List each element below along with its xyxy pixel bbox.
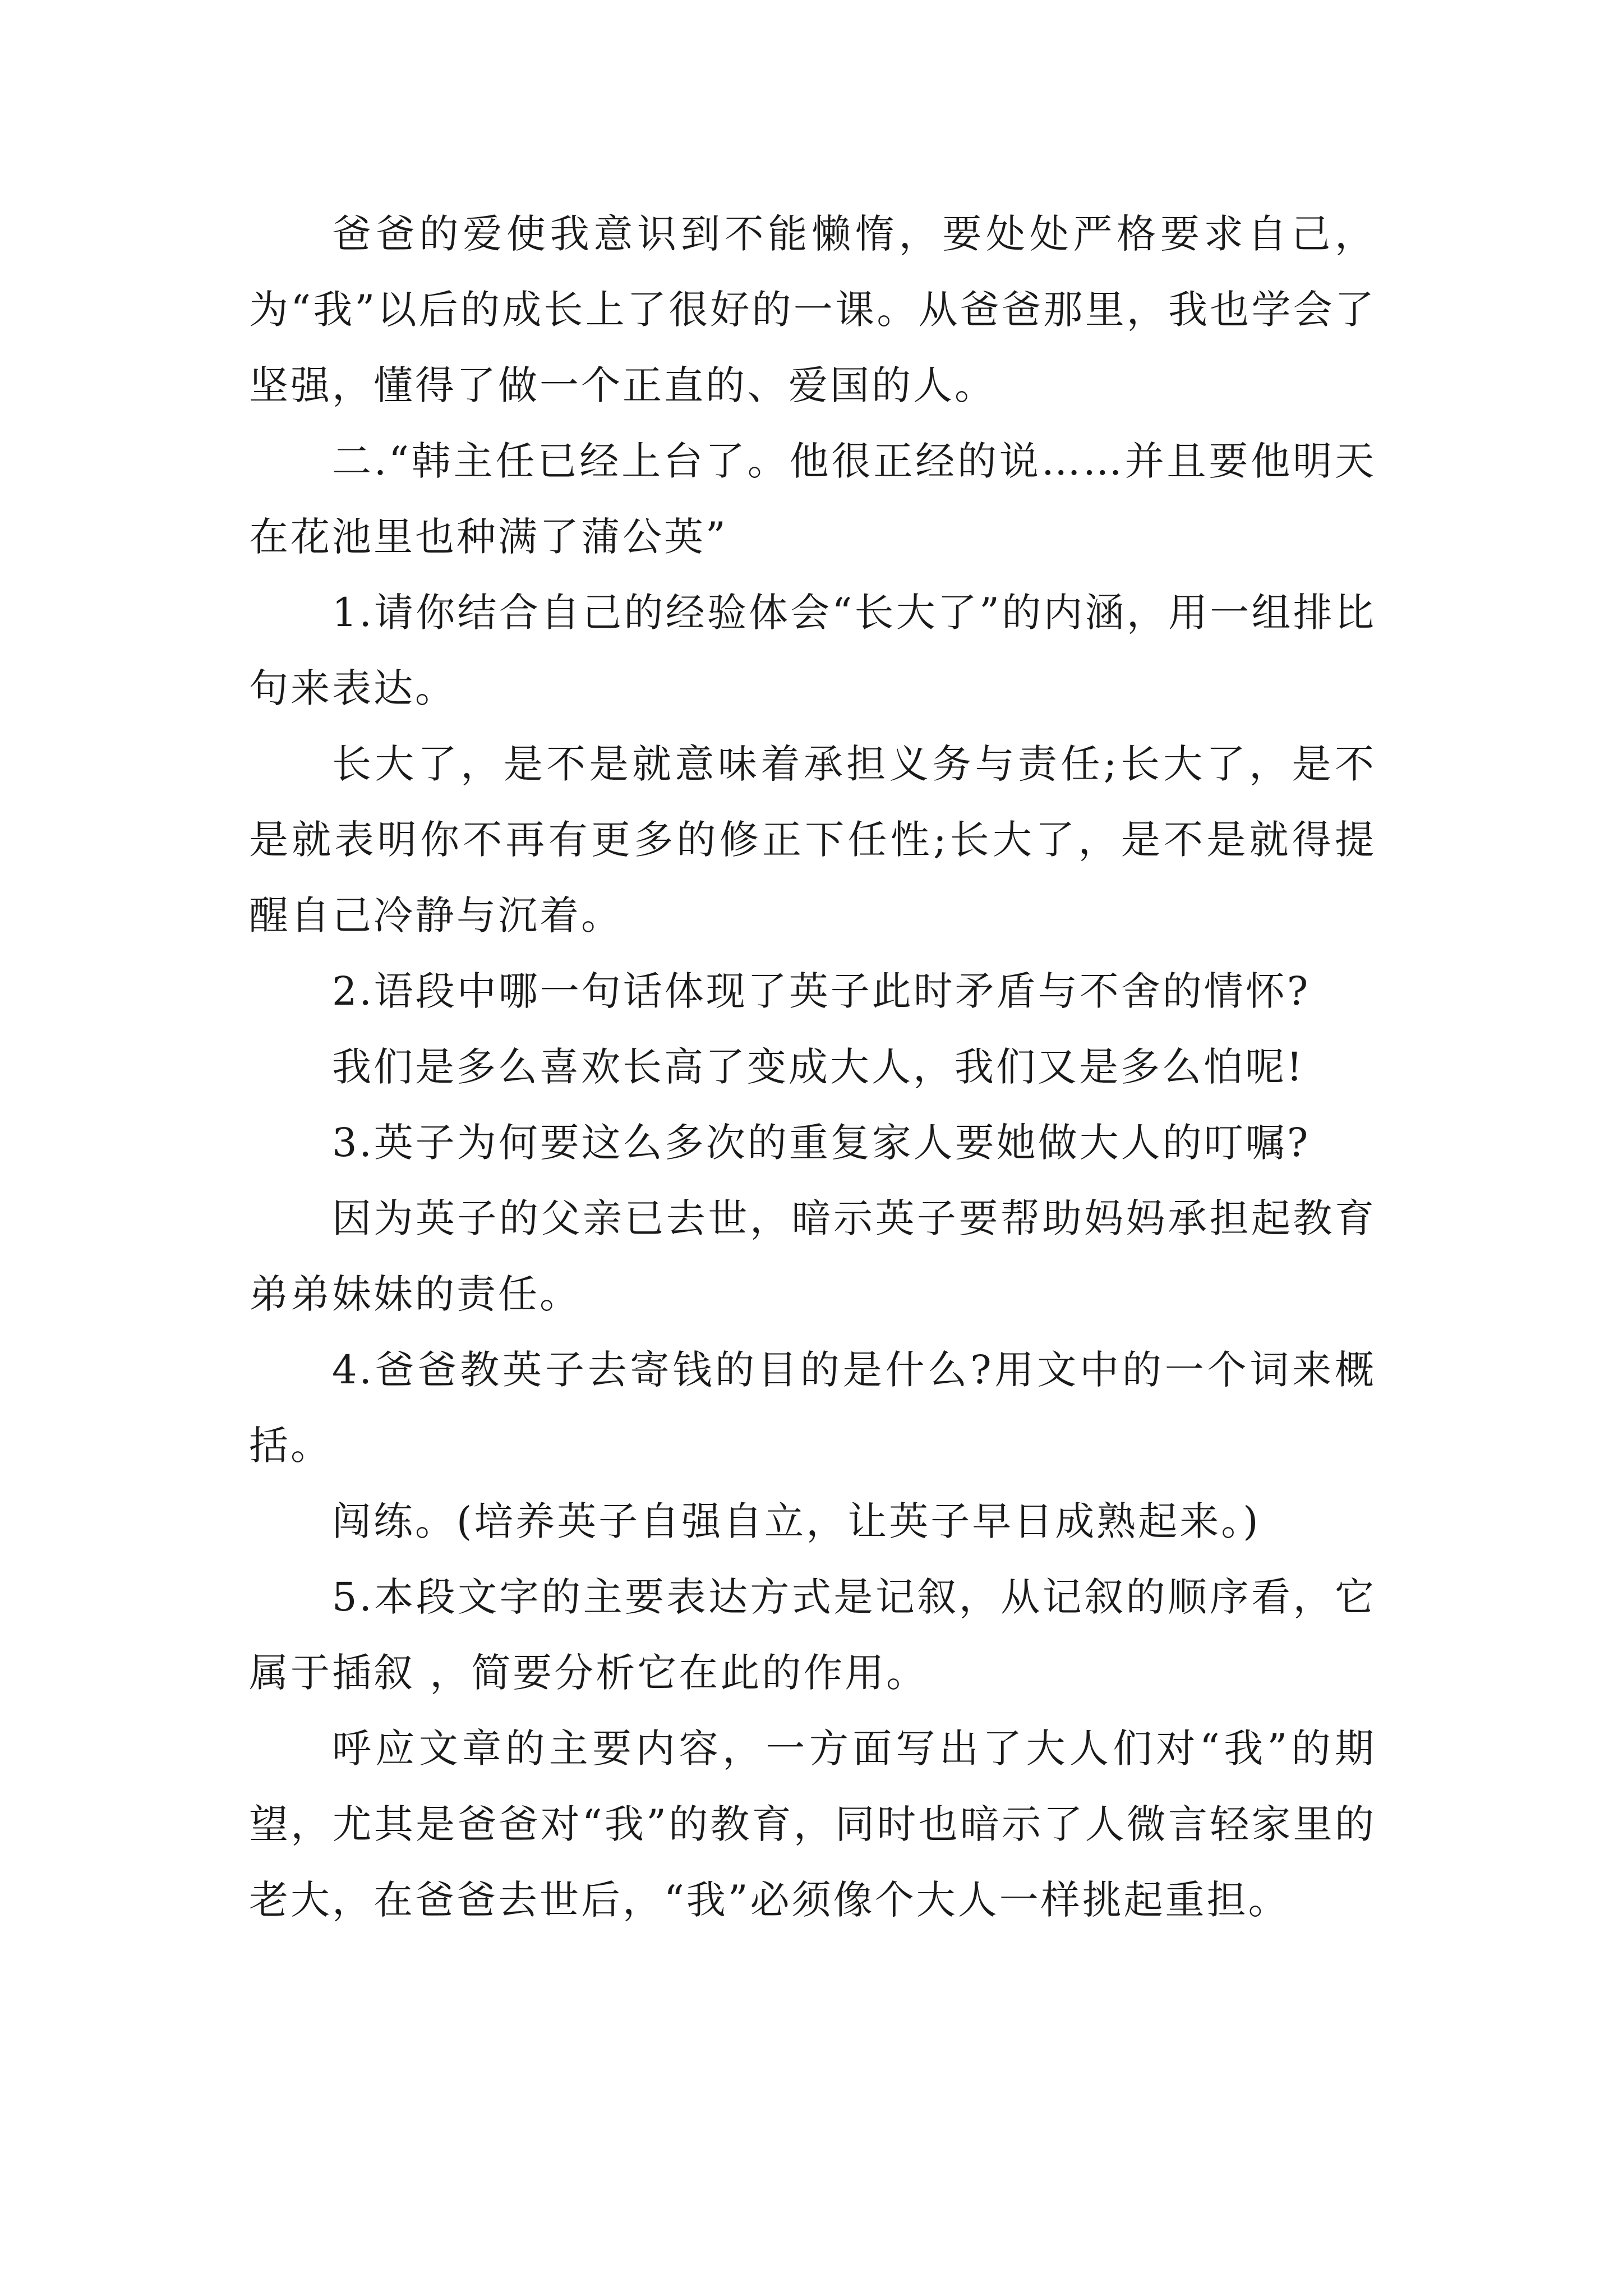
paragraph-3: 1.请你结合自己的经验体会“长大了”的内涵，用一组排比句来表达。 [249,590,1376,711]
paragraph-10: 闯练。(培养英子自强自立，让英子早日成熟起来。) [332,1498,1261,1544]
paragraph-5: 2.语段中哪一句话体现了英子此时矛盾与不舍的情怀? [332,968,1311,1014]
paragraph-11: 5.本段文字的主要表达方式是记叙，从记叙的顺序看，它属于插叙 ，简要分析它在此的作用。 [249,1574,1376,1696]
paragraph-12: 呼应文章的主要内容，一方面写出了大人们对“我”的期望，尤其是爸爸对“我”的教育，同时也暗示了人微言轻家里的老大，在爸爸去世后，“我”必须像个大人一样挑起重担。 [249,1726,1376,1923]
paragraph-6: 我们是多么喜欢长高了变成大人，我们又是多么怕呢! [332,1044,1305,1090]
paragraph-1: 爸爸的爱使我意识到不能懒惰，要处处严格要求自己，为“我”以后的成长上了很好的一课。从爸爸那里，我也学会了坚强，懂得了做一个正直的、爱国的人。 [249,211,1376,408]
paragraph-2: 二.“韩主任已经上台了。他很正经的说……并且要他明天在花池里也种满了蒲公英” [249,438,1376,560]
paragraph-8: 因为英子的父亲已去世，暗示英子要帮助妈妈承担起教育弟弟妹妹的责任。 [249,1195,1376,1317]
paragraph-4: 长大了，是不是就意味着承担义务与责任;长大了，是不是就表明你不再有更多的修正下任性;长大了，是不是就得提醒自己冷静与沉着。 [249,741,1376,938]
paragraph-9: 4.爸爸教英子去寄钱的目的是什么?用文中的一个词来概括。 [249,1347,1376,1469]
document-body [249,196,1376,1938]
paragraph-7: 3.英子为何要这么多次的重复家人要她做大人的叮嘱? [332,1120,1311,1166]
